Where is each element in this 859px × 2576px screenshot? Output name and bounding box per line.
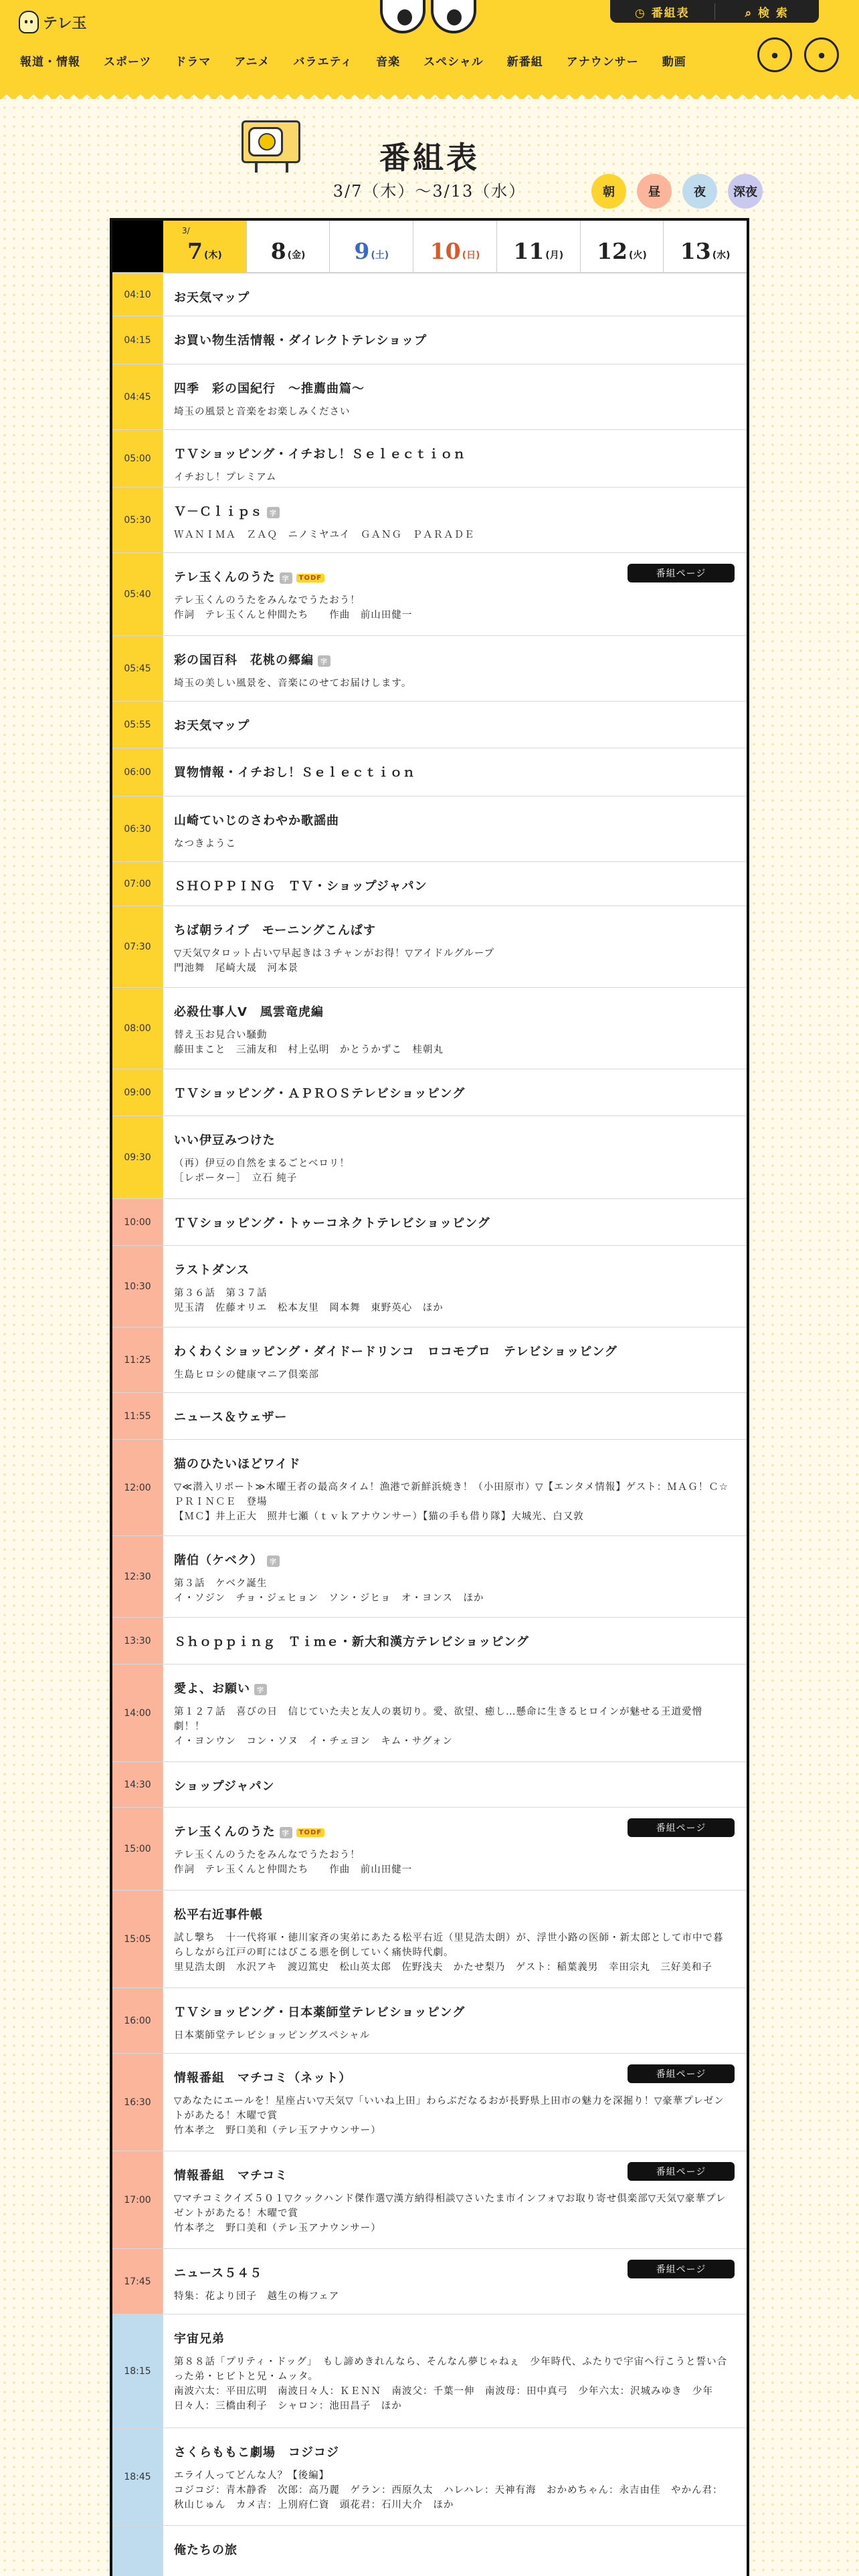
- day-tab[interactable]: [163, 221, 246, 272]
- program-description: 第３話 ケベク誕生 イ・ソジン チョ・ジェヒョン ソン・ジヒョ オ・ヨンス ほか: [174, 1578, 484, 1604]
- program-title[interactable]: ＳＨＯＰＰＩＮＧ ＴＶ・ショップジャパン: [174, 879, 427, 893]
- caption-badge-icon: 字: [267, 1555, 280, 1567]
- program-title[interactable]: 松平右近事件帳: [174, 1908, 263, 1922]
- day-number: 11: [513, 238, 545, 264]
- program-time: 05:55: [112, 702, 163, 748]
- program-body: [163, 906, 747, 987]
- program-title-line: [174, 1214, 732, 1231]
- teletama-icon[interactable]: ●: [804, 37, 839, 72]
- program-row[interactable]: [112, 1988, 747, 2053]
- program-time: 05:45: [112, 636, 163, 701]
- program-time: 12:30: [112, 1536, 163, 1617]
- program-title-line: [174, 379, 732, 397]
- program-title-line: [174, 288, 732, 306]
- nav-item[interactable]: 報道・情報: [20, 56, 80, 69]
- program-time: 06:30: [112, 796, 163, 861]
- program-row[interactable]: [112, 1535, 747, 1617]
- schedule-grid: [110, 218, 749, 2576]
- program-title-line: [174, 2003, 732, 2020]
- program-description: ＷＡＮＩＭＡ ＺＡＱ ニノミヤユイ ＧＡＮＧ ＰＡＲＡＤＥ: [174, 530, 475, 540]
- program-title-line: [174, 1002, 732, 1020]
- program-title[interactable]: お天気マップ: [174, 291, 250, 305]
- time-slot-buttons: [591, 174, 763, 209]
- program-time: 08:00: [112, 988, 163, 1069]
- program-body: [163, 1618, 747, 1664]
- clock-icon: ◷: [634, 6, 652, 20]
- schedule-button[interactable]: [610, 3, 715, 20]
- program-row[interactable]: [112, 2314, 747, 2428]
- program-title-line: [174, 921, 732, 938]
- program-description: 試し撃ち 十一代将軍・徳川家斉の実弟にあたる松平右近（里見浩太朗）が、浮世小路の医師・新太郎として市中で暮らしながら江戸の町にはびこる悪を倒していく痛快時代劇。 里見浩太朗 水沢アキ 渡辺篤史 松山英太郎 佐野浅夫 かたせ梨乃 ゲスト：稲葉義男 幸田宗丸 三好美和子: [174, 1933, 724, 1973]
- program-title[interactable]: ニュース５４５: [174, 2266, 263, 2280]
- program-time: 15:05: [112, 1891, 163, 1988]
- date-range: 3/7（木）～3/13（水）: [332, 182, 527, 201]
- program-time: 17:45: [112, 2249, 163, 2314]
- nav-item[interactable]: 新番組: [506, 56, 543, 69]
- program-title-line: [174, 1408, 732, 1425]
- program-title[interactable]: 買物情報・イチおし！Ｓｅｌｅｃｔｉｏｎ: [174, 766, 415, 780]
- program-body: [163, 316, 747, 364]
- program-title-line: [174, 716, 732, 734]
- program-row[interactable]: [112, 1392, 747, 1439]
- program-body: [163, 1393, 747, 1439]
- program-title[interactable]: 山崎ていじのさわやか歌謡曲: [174, 814, 339, 828]
- program-title-line: [174, 1342, 732, 1360]
- day-number: 12: [597, 238, 628, 264]
- program-row[interactable]: [112, 905, 747, 987]
- program-title-line: [174, 1084, 732, 1101]
- program-description: イチおし！プレミアム: [174, 472, 277, 483]
- program-title[interactable]: ＴＶショッピング・トゥーコネクトテレビショッピング: [174, 1216, 490, 1230]
- program-row[interactable]: [112, 1198, 747, 1245]
- nav-item[interactable]: アニメ: [234, 56, 270, 69]
- program-time: 14:00: [112, 1665, 163, 1761]
- program-title[interactable]: ショップジャパン: [174, 1780, 275, 1794]
- search-icon: ⌕: [745, 6, 759, 20]
- program-title-line: [174, 877, 732, 894]
- time-slot-3[interactable]: 深夜: [728, 174, 763, 209]
- program-list: [112, 273, 747, 2576]
- program-body: [163, 1327, 747, 1392]
- program-body: [163, 1891, 747, 1988]
- program-title[interactable]: お買い物生活情報・ダイレクトテレショップ: [174, 334, 427, 348]
- program-time: 05:40: [112, 553, 163, 635]
- program-time: 16:00: [112, 1988, 163, 2053]
- day-number: 8: [270, 238, 286, 264]
- day-number: 7: [187, 238, 203, 264]
- nav-item[interactable]: 動画: [662, 56, 686, 69]
- program-body: [163, 2249, 747, 2314]
- top-buttons: [610, 0, 819, 23]
- program-title[interactable]: 必殺仕事人Ⅴ 風雲竜虎編: [174, 1005, 324, 1019]
- program-time: 11:25: [112, 1327, 163, 1392]
- program-row[interactable]: [112, 1069, 747, 1115]
- day-tabs: [112, 221, 747, 273]
- program-time: 17:00: [112, 2151, 163, 2248]
- program-description: 第１２７話 喜びの日 信じていた夫と友人の裏切り。愛、欲望、癒し…懸命に生きるヒロインが魅せる王道愛憎劇！！ イ・ヨンウン コン・ソヌ イ・チェヨン キム・サグォン: [174, 1707, 703, 1747]
- program-title[interactable]: 猫のひたいほどワイド: [174, 1457, 301, 1471]
- program-description: ▽あなたにエールを！星座占い▽天気▽「いいね上田」わらぶだなるおが長野県上田市の魅力を深掘り！▽豪華プレゼントがあたる！木曜で賞 竹本孝之 野口美和（テレ玉アナウンサー）: [174, 2096, 725, 2136]
- program-row[interactable]: [112, 1807, 747, 1890]
- program-body: [163, 2526, 747, 2576]
- day-number: 13: [680, 238, 711, 264]
- program-title[interactable]: 俺たちの旅: [174, 2543, 237, 2557]
- logo-text: テレ玉: [43, 14, 87, 32]
- day-of-week: (金): [287, 250, 306, 261]
- program-time: 05:30: [112, 488, 163, 552]
- day-of-week: (月): [545, 250, 564, 261]
- day-of-week: (土): [371, 250, 389, 261]
- program-body: [163, 364, 747, 429]
- program-time: 16:30: [112, 2054, 163, 2151]
- program-body: [163, 1536, 747, 1617]
- program-row[interactable]: [112, 701, 747, 748]
- program-title-line: [174, 445, 732, 462]
- program-time: 09:00: [112, 1069, 163, 1115]
- tamatama-icon[interactable]: ●: [757, 37, 792, 72]
- caption-badge-icon: 字: [280, 1827, 292, 1838]
- program-body: [163, 1440, 747, 1535]
- day-tab[interactable]: [496, 221, 580, 272]
- day-tab[interactable]: [413, 221, 496, 272]
- program-title-line: [174, 811, 732, 829]
- program-description: 埼玉の美しい風景を、音楽にのせてお届けします。: [174, 678, 412, 689]
- time-slot-2[interactable]: 夜: [682, 174, 717, 209]
- program-description: エライ人ってどんな人？【後編】 コジコジ：青木静香 次郎：高乃麗 ゲラン：西原久太 ハレハレ：天神有海 おかめちゃん：永吉由佳 やかん君：秋山じゅん カメ吉：上別府仁資 頭花君：石川大介 ほか: [174, 2470, 723, 2510]
- program-title[interactable]: いい伊豆みつけた: [174, 1134, 276, 1148]
- site-logo[interactable]: [19, 11, 87, 33]
- todf-badge-icon: TODF: [296, 1828, 324, 1837]
- nav-item[interactable]: ドラマ: [175, 56, 211, 69]
- program-time: 11:55: [112, 1393, 163, 1439]
- search-button[interactable]: [715, 3, 820, 20]
- program-row[interactable]: [112, 2525, 747, 2576]
- program-description: なつきようこ: [174, 839, 236, 849]
- program-title-line: [174, 2541, 732, 2558]
- program-row[interactable]: [112, 1664, 747, 1761]
- caption-badge-icon: 字: [318, 655, 330, 667]
- day-of-week: (日): [462, 250, 480, 261]
- program-time: [112, 2526, 163, 2576]
- program-row[interactable]: [112, 1890, 747, 1988]
- time-slot-1[interactable]: 昼: [637, 174, 672, 209]
- program-body: [163, 702, 747, 748]
- teletama-mascot-icon: [19, 11, 39, 33]
- program-row[interactable]: [112, 316, 747, 364]
- program-title-line: [174, 1261, 732, 1278]
- nav-item[interactable]: スポーツ: [104, 56, 152, 69]
- program-row[interactable]: [112, 1115, 747, 1198]
- program-title[interactable]: ニュース＆ウェザー: [174, 1410, 288, 1424]
- program-row[interactable]: [112, 273, 747, 316]
- program-time: 04:15: [112, 316, 163, 364]
- program-row[interactable]: [112, 2428, 747, 2525]
- program-time: 05:00: [112, 430, 163, 487]
- program-row[interactable]: [112, 2248, 747, 2314]
- program-row[interactable]: [112, 2151, 747, 2248]
- program-body: [163, 1069, 747, 1115]
- program-time: 18:15: [112, 2315, 163, 2428]
- program-time: 07:30: [112, 906, 163, 987]
- program-time: 10:00: [112, 1199, 163, 1245]
- program-body: [163, 748, 747, 796]
- program-title-line: [174, 502, 732, 520]
- nav-item[interactable]: アナウンサー: [566, 56, 639, 69]
- program-body: [163, 636, 747, 701]
- program-title-line: [174, 1131, 732, 1148]
- program-page-button[interactable]: 番組ページ: [628, 2260, 735, 2278]
- program-body: [163, 2428, 747, 2525]
- program-time: 18:45: [112, 2428, 163, 2525]
- program-time: 14:30: [112, 1762, 163, 1807]
- program-page-button[interactable]: 番組ページ: [628, 564, 735, 582]
- schedule-button-label: 番組表: [651, 6, 690, 20]
- day-number: 9: [354, 238, 370, 264]
- program-title-line: [174, 1551, 732, 1568]
- program-body: [163, 274, 747, 316]
- program-title[interactable]: ちば朝ライブ モーニングこんぱす: [174, 924, 376, 938]
- nav-item[interactable]: 音楽: [376, 56, 401, 69]
- program-title[interactable]: テレ玉くんのうた: [174, 570, 276, 584]
- program-title-line: [174, 2443, 732, 2460]
- program-body: [163, 1762, 747, 1807]
- program-title[interactable]: ラストダンス: [174, 1263, 250, 1277]
- program-time: 06:00: [112, 748, 163, 796]
- program-body: [163, 430, 747, 487]
- program-title[interactable]: ＴＶショッピング・ＡＰＲＯＳテレビショッピング: [174, 1087, 466, 1101]
- program-title-line: [174, 1905, 732, 1923]
- day-of-week: (水): [712, 250, 731, 261]
- program-time: 04:10: [112, 274, 163, 316]
- program-description: テレ玉くんのうたをみんなでうたおう！ 作詞 テレ玉くんと仲間たち 作曲 前山田健一: [174, 1850, 413, 1875]
- day-tab[interactable]: [663, 221, 747, 272]
- program-row[interactable]: [112, 1761, 747, 1807]
- program-time: 15:00: [112, 1808, 163, 1890]
- page-title: 番組表: [379, 140, 480, 176]
- site-header: [0, 0, 859, 90]
- program-row[interactable]: [112, 796, 747, 861]
- program-body: [163, 488, 747, 552]
- program-title-line: [174, 1777, 732, 1794]
- caption-badge-icon: 字: [267, 507, 280, 518]
- day-of-week: (木): [203, 250, 222, 261]
- program-description: テレ玉くんのうたをみんなでうたおう！ 作詞 テレ玉くんと仲間たち 作曲 前山田健一: [174, 595, 413, 621]
- program-row[interactable]: [112, 364, 747, 429]
- program-description: 第３６話 第３７話 児玉清 佐藤オリエ 松本友里 岡本舞 東野英心 ほか: [174, 1288, 444, 1313]
- search-button-label: 検 索: [758, 6, 789, 20]
- program-row[interactable]: [112, 748, 747, 796]
- program-row[interactable]: [112, 1245, 747, 1327]
- program-description: 特集：花より団子 越生の梅フェア: [174, 2291, 340, 2302]
- program-body: [163, 1116, 747, 1198]
- program-time: 10:30: [112, 1246, 163, 1327]
- program-title-line: [174, 331, 732, 348]
- program-title[interactable]: ＴＶショッピング・イチおし！Ｓｅｌｅｃｔｉｏｎ: [174, 447, 466, 461]
- caption-badge-icon: 字: [254, 1684, 267, 1695]
- todf-badge-icon: TODF: [296, 574, 324, 582]
- program-body: [163, 1199, 747, 1245]
- program-row[interactable]: [112, 861, 747, 905]
- program-title[interactable]: 情報番組 マチコミ: [174, 2169, 288, 2183]
- day-tab[interactable]: [329, 221, 413, 272]
- caption-badge-icon: 字: [280, 572, 292, 584]
- program-title[interactable]: ＴＶショッピング・日本薬師堂テレビショッピング: [174, 2006, 466, 2020]
- program-title-line: [174, 1455, 732, 1472]
- program-description: 埼玉の風景と音楽をお楽しみください: [174, 407, 351, 417]
- program-description: 日本薬師堂テレビショッピングスペシャル: [174, 2030, 371, 2041]
- program-row[interactable]: [112, 635, 747, 701]
- program-row[interactable]: [112, 1439, 747, 1535]
- program-title[interactable]: お天気マップ: [174, 719, 250, 733]
- nav-item[interactable]: バラエティ: [293, 56, 353, 69]
- program-title[interactable]: 彩の国百科 花桃の郷編: [174, 653, 314, 667]
- program-body: [163, 862, 747, 905]
- program-row[interactable]: [112, 2053, 747, 2151]
- program-title[interactable]: わくわくショッピング・ダイドードリンコ ロコモプロ テレビショッピング: [174, 1345, 617, 1359]
- program-title[interactable]: テレ玉くんのうた: [174, 1825, 276, 1839]
- program-title-line: [174, 651, 732, 668]
- left-eye-icon: [380, 0, 425, 33]
- program-title-line: [174, 1632, 732, 1650]
- program-title[interactable]: Ｖ－Ｃｌｉｐｓ: [174, 505, 263, 519]
- program-title[interactable]: 情報番組 マチコミ（ネット）: [174, 2071, 352, 2085]
- program-time: 07:00: [112, 862, 163, 905]
- program-time: 13:30: [112, 1618, 163, 1664]
- program-title[interactable]: 四季 彩の国紀行 ～推薦曲篇～: [174, 382, 365, 396]
- program-description: 替え玉お見合い騒動 藤田まこと 三浦友和 村上弘明 かとうかずこ 桂朝丸: [174, 1030, 444, 1055]
- time-slot-0[interactable]: 朝: [591, 174, 626, 209]
- program-description: 第８８話「プリティ・ドッグ」 もし諦めきれんなら、そんなん夢じゃねぇ 少年時代、ふたりで宇宙へ行こうと誓い合った弟・ヒビトと兄・ムッタ。 南波六太：平田広明 南波日々人：ＫＥＮＮ 南波父：千葉一伸 南波母：田中真弓 少年六太：沢城みゆき 少年日々人：三橋由利子 シャロン：池田昌子 ほか: [174, 2357, 728, 2411]
- program-description: ▽マチコミクイズ５０１▽クックハンド傑作選▽漢方納得相談▽さいたま市インフォ▽お取り寄せ倶楽部▽天気▽豪華プレゼントがあたる！木曜で賞 竹本孝之 野口美和（テレ玉アナウンサー）: [174, 2193, 727, 2234]
- program-body: [163, 1246, 747, 1327]
- program-title[interactable]: Ｓｈｏｐｐｉｎｇ Ｔｉｍｅ・新大和漢方テレビショッピング: [174, 1635, 529, 1649]
- program-title[interactable]: 宇宙兄弟: [174, 2332, 225, 2346]
- program-title-line: [174, 2329, 732, 2347]
- program-page-button[interactable]: 番組ページ: [628, 1818, 735, 1837]
- program-time: 09:30: [112, 1116, 163, 1198]
- program-title[interactable]: 階伯（ケベク）: [174, 1553, 263, 1568]
- day-number: 10: [430, 238, 461, 264]
- nav-item[interactable]: スペシャル: [423, 56, 484, 69]
- day-of-week: (火): [629, 250, 647, 261]
- program-row[interactable]: [112, 1327, 747, 1392]
- program-page-button[interactable]: 番組ページ: [628, 2064, 735, 2083]
- program-description: ▽天気▽タロット占い▽早起きは３チャンがお得！▽アイドルグループ 門池舞 尾崎大晟 河本景: [174, 948, 495, 974]
- program-row[interactable]: [112, 487, 747, 552]
- program-description: 生島ヒロシの健康マニア倶楽部: [174, 1370, 319, 1380]
- main-nav: [20, 52, 710, 69]
- program-description: ▽≪潜入リポート≫木曜王者の最高タイム！漁港で新鮮浜焼き！（小田原市）▽【エンタメ情報】ゲスト：ＭＡＧ！Ｃ☆ＰＲＩＮＣＥ 登場 【ＭＣ】井上正大 照井七瀬（ｔｖｋアナウンサー）【猫の手も借り隊】大城光、白又敦: [174, 1482, 729, 1522]
- program-body: [163, 1988, 747, 2053]
- program-time: 04:45: [112, 364, 163, 429]
- program-body: [163, 796, 747, 861]
- program-row[interactable]: [112, 552, 747, 635]
- program-title-line: [174, 763, 732, 780]
- program-body: [163, 988, 747, 1069]
- program-description: （再）伊豆の自然をまるごとべロリ！ ［レポーター］ 立石 純子: [174, 1158, 350, 1184]
- mascot-eyes: [380, 0, 476, 33]
- program-title[interactable]: さくらももこ劇場 コジコジ: [174, 2446, 339, 2460]
- program-row[interactable]: [112, 1617, 747, 1664]
- program-body: [163, 1665, 747, 1761]
- program-time: 12:00: [112, 1440, 163, 1535]
- program-body: [163, 2315, 747, 2428]
- program-title-line: [174, 1679, 732, 1697]
- program-title[interactable]: 愛よ、お願い: [174, 1682, 250, 1696]
- day-tab[interactable]: [246, 221, 330, 272]
- day-tab[interactable]: [580, 221, 664, 272]
- day-month: 3/: [182, 226, 190, 235]
- program-page-button[interactable]: 番組ページ: [628, 2162, 735, 2181]
- program-row[interactable]: [112, 987, 747, 1069]
- right-eye-icon: [431, 0, 476, 33]
- program-row[interactable]: [112, 429, 747, 487]
